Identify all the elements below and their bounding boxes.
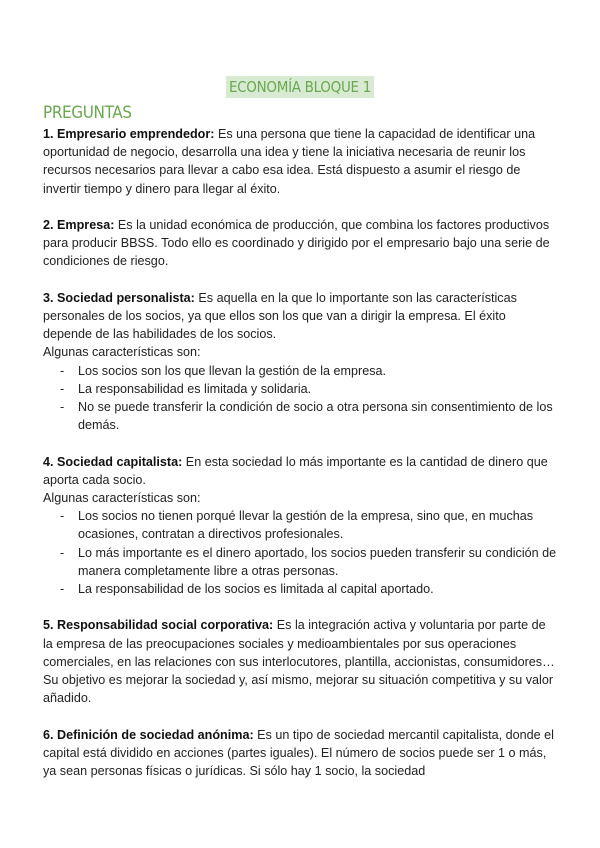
list-item: - Lo más importante es el dinero aportado, los socios pueden transferir su condición de manera completamente libre a otras personas. bbox=[43, 544, 558, 580]
question-term: 2. Empresa: bbox=[43, 218, 115, 232]
question-term: 5. Responsabilidad social corporativa: bbox=[43, 618, 274, 633]
question-definition: Es la unidad económica de producción, que combina los factores productivos para producir BBSS. Todo ello es coordinado y dirigido por el empresario bajo una serie de condiciones de riesgo. bbox=[43, 218, 550, 269]
question-definition: Es un tipo de sociedad mercantil capitalista, donde el capital está dividido en acciones (partes iguales). El número de socios puede ser 1 o más, ya sean personas físicas o jurídicas. Si sólo hay 1 socio, la sociedad bbox=[43, 727, 554, 779]
question-1 bbox=[43, 125, 558, 198]
question-2 bbox=[43, 216, 558, 271]
question-definition: Es una persona que tiene la capacidad de identificar una oportunidad de negocio, desarrolla una idea y tiene la iniciativa necesaria de reunir los recursos necesarios para llevar a cabo esa idea. Está dispuesto a asumir el riesgo de invertir tiempo y dinero para llegar al éxito. bbox=[43, 127, 536, 196]
question-3 bbox=[43, 289, 558, 435]
question-paragraph bbox=[43, 216, 558, 271]
list-item: - La responsabilidad de los socios es limitada al capital aportado. bbox=[43, 580, 558, 598]
question-5 bbox=[43, 616, 558, 707]
section-heading: PREGUNTAS bbox=[43, 103, 132, 123]
question-definition: Es aquella en la que lo importante son las características personales de los socios, ya que ellos son los que van a dirigir la empresa. El éxito depende de las habilidades de los socios. bbox=[43, 290, 517, 342]
question-paragraph bbox=[43, 453, 558, 489]
question-paragraph bbox=[43, 726, 558, 781]
list-intro: Algunas características son: bbox=[43, 491, 201, 506]
question-definition: En esta sociedad lo más importante es la cantidad de dinero que aporta cada socio. bbox=[43, 454, 548, 487]
question-term: 3. Sociedad personalista: bbox=[43, 290, 195, 305]
question-term: 6. Definición de sociedad anónima: bbox=[43, 727, 254, 742]
document-title: ECONOMÍA BLOQUE 1 bbox=[226, 76, 374, 98]
questions-list bbox=[43, 125, 558, 798]
list-intro: Algunas características son: bbox=[43, 345, 201, 360]
list-item: - No se puede transferir la condición de socio a otra persona sin consentimiento de los demás. bbox=[43, 398, 558, 434]
characteristics-list bbox=[43, 362, 558, 435]
question-paragraph bbox=[43, 125, 558, 198]
list-item: - Los socios son los que llevan la gestión de la empresa. bbox=[43, 362, 558, 380]
question-4 bbox=[43, 453, 558, 599]
question-6 bbox=[43, 726, 558, 781]
question-term: 4. Sociedad capitalista: bbox=[43, 454, 183, 469]
list-item: - Los socios no tienen porqué llevar la gestión de la empresa, sino que, en muchas ocasiones, contratan a directivos profesionales. bbox=[43, 507, 558, 543]
question-extra: Su objetivo es mejorar la sociedad y, así mismo, mejorar su situación competitiva y su valor añadido. bbox=[43, 673, 554, 706]
title-container bbox=[0, 76, 600, 98]
question-definition: Es la integración activa y voluntaria por parte de la empresa de las preocupaciones sociales y medioambientales por sus operaciones comerciales, en las relaciones con sus interlocutores, plantilla, accionistas, consumidores… bbox=[43, 618, 555, 669]
characteristics-list bbox=[43, 507, 558, 598]
question-term: 1. Empresario emprendedor: bbox=[43, 127, 215, 141]
question-paragraph bbox=[43, 289, 558, 344]
list-item: - La responsabilidad es limitada y solidaria. bbox=[43, 380, 558, 398]
question-paragraph bbox=[43, 616, 558, 671]
